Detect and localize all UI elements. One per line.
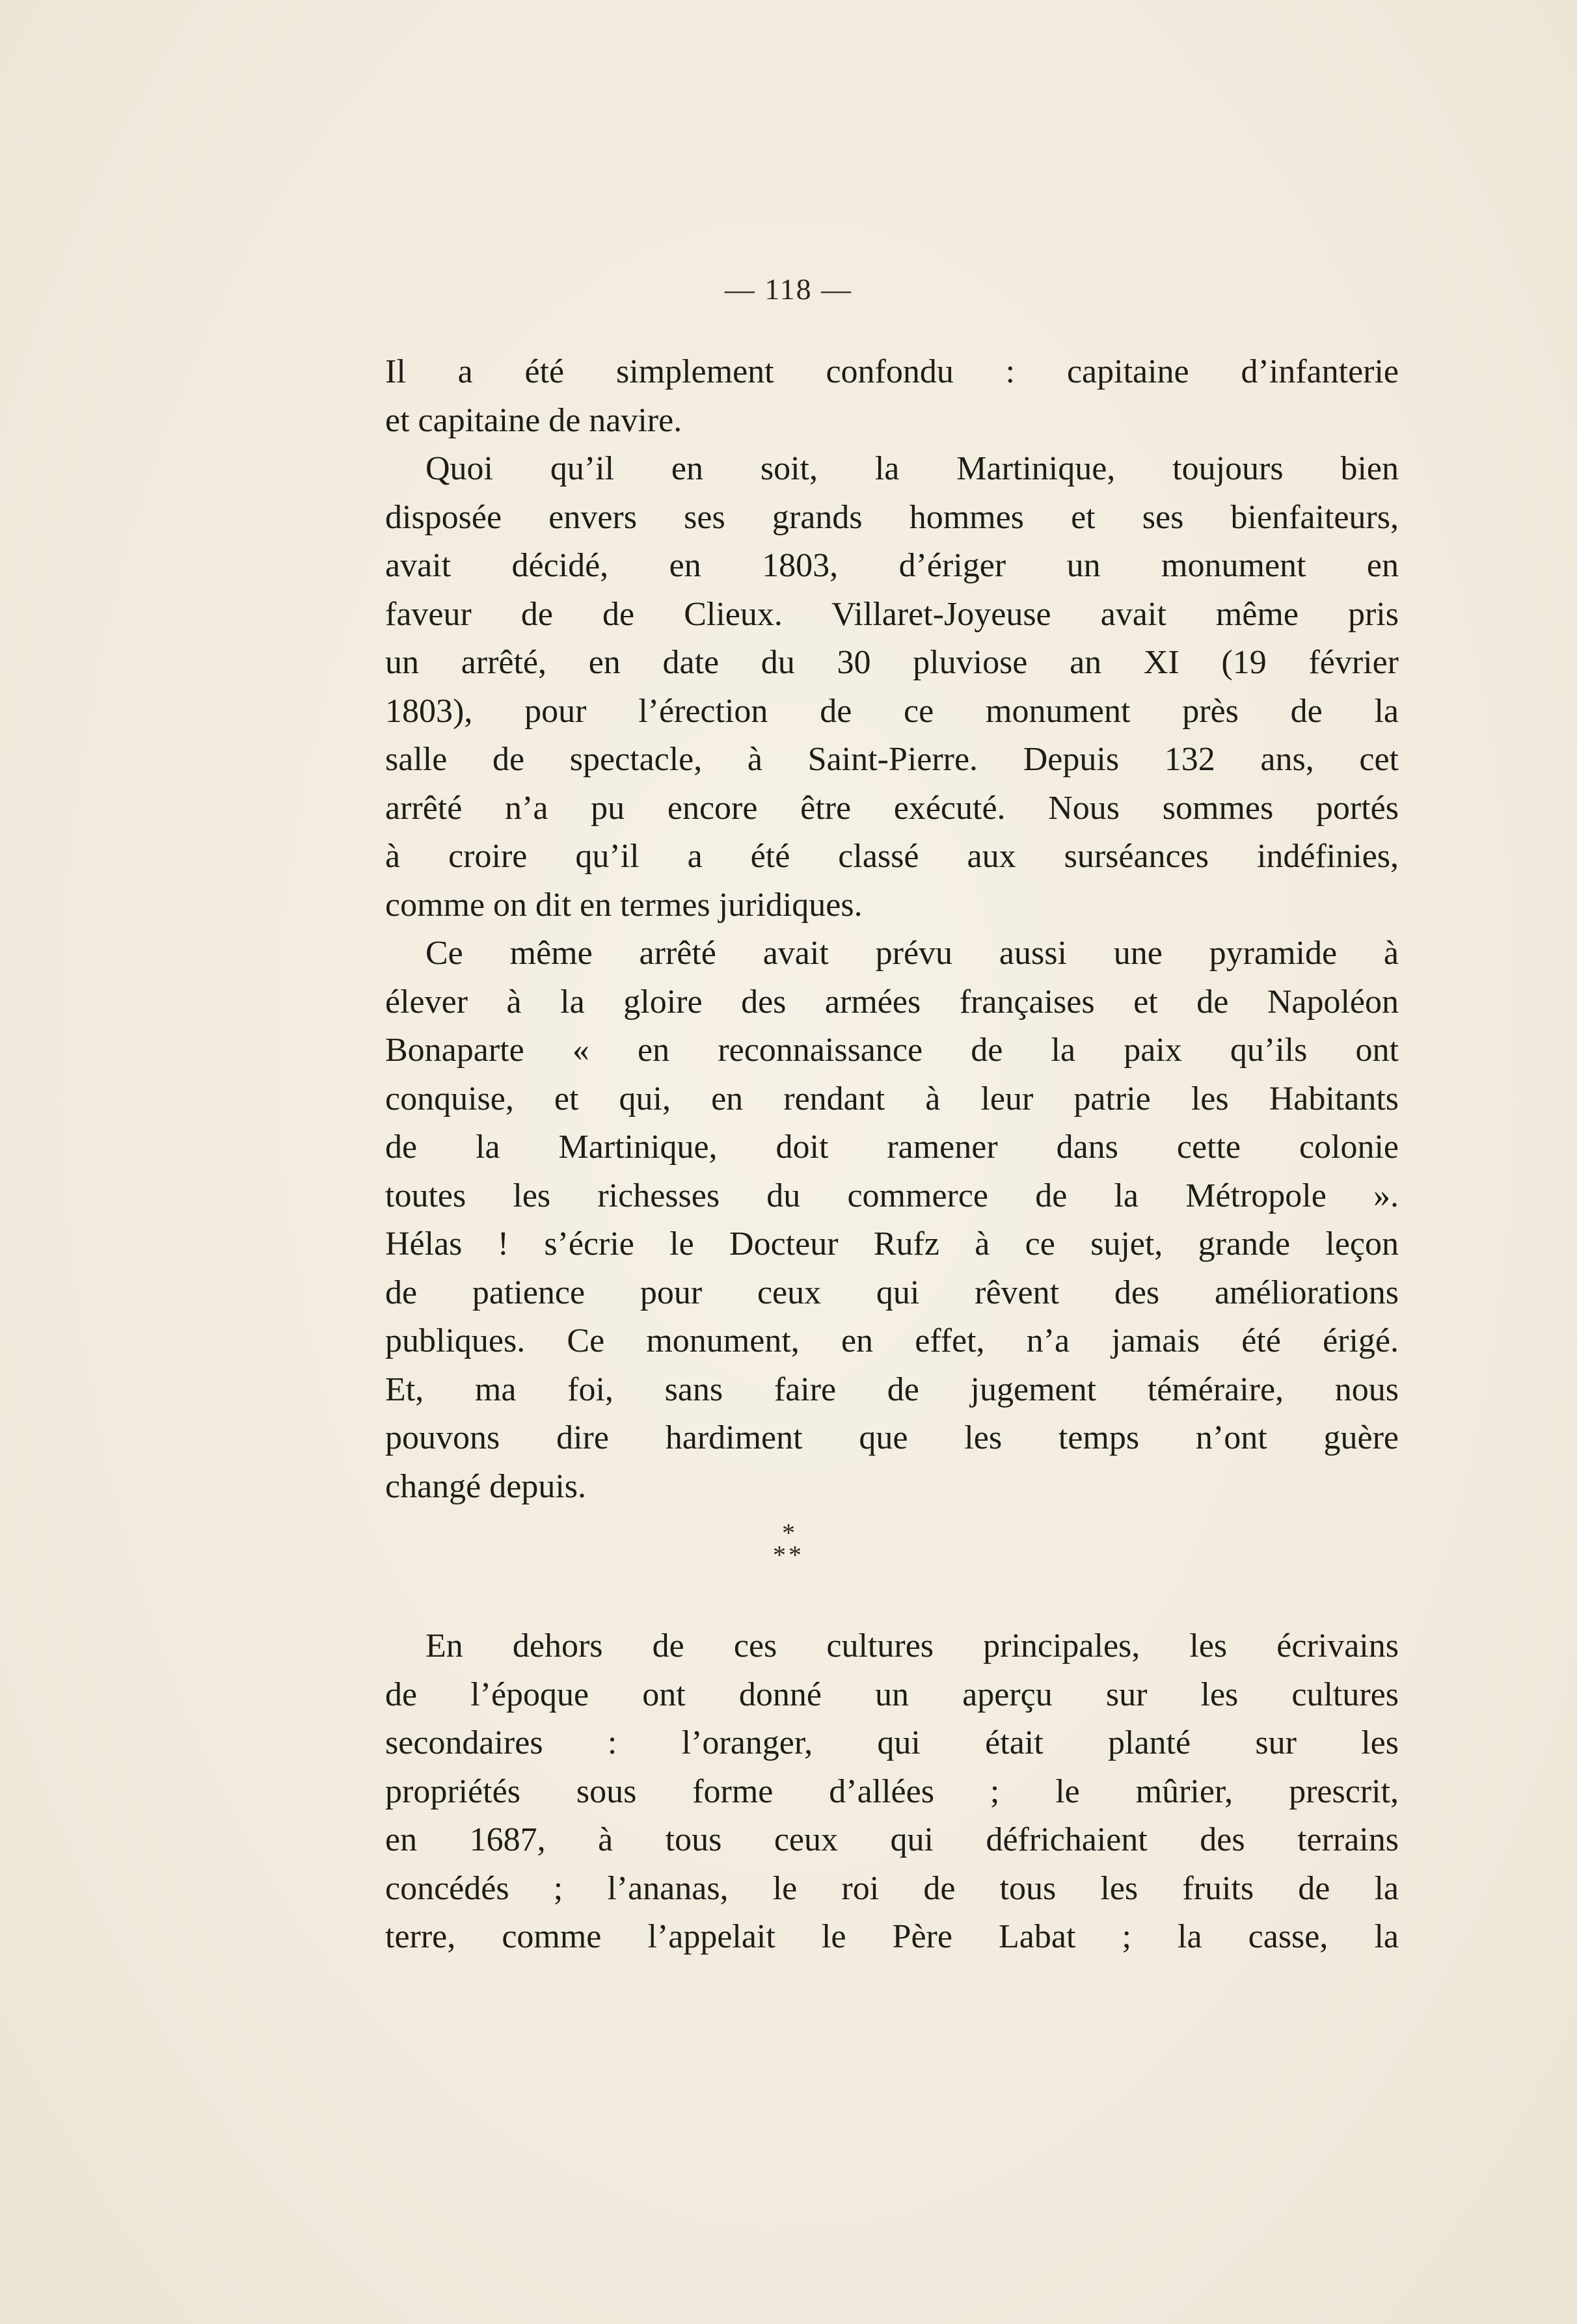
text-line: publiques. Ce monument, en effet, n’a jamais été érigé. [385, 1322, 1399, 1359]
text-line: toutes les richesses du commerce de la Métropole ». [385, 1177, 1399, 1214]
text-line: de la Martinique, doit ramener dans cette colonie [385, 1129, 1399, 1166]
text-line: terre, comme l’appelait le Père Labat ; la casse, la [385, 1918, 1399, 1955]
text-line: concédés ; l’ananas, le roi de tous les fruits de la [385, 1869, 1399, 1907]
text-line: En dehors de ces cultures principales, les écrivains [425, 1627, 1399, 1664]
section-separator-asterism [0, 1518, 1577, 1569]
text-line: Hélas ! s’écrie le Docteur Rufz à ce sujet, grande leçon [385, 1225, 1399, 1262]
text-line: élever à la gloire des armées françaises et de Napoléon [385, 983, 1399, 1021]
text-line: Il a été simplement confondu : capitaine d’infanterie [385, 353, 1399, 390]
text-line: conquise, et qui, en rendant à leur patrie les Habitants [385, 1080, 1399, 1117]
text-line: pouvons dire hardiment que les temps n’ont guère [385, 1419, 1399, 1456]
paragraph-block-upper [385, 348, 1399, 1511]
text-line: arrêté n’a pu encore être exécuté. Nous sommes portés [385, 789, 1399, 827]
asterism-bottom: ** [773, 1540, 804, 1569]
text-line: un arrêté, en date du 30 pluviose an XI (19 février [385, 644, 1399, 681]
text-line: Quoi qu’il en soit, la Martinique, toujours bien [425, 450, 1399, 487]
text-line: de l’époque ont donné un aperçu sur les cultures [385, 1676, 1399, 1713]
text-line: en 1687, à tous ceux qui défrichaient des terrains [385, 1821, 1399, 1858]
text-line: de patience pour ceux qui rêvent des améliorations [385, 1274, 1399, 1311]
asterism-top: * [782, 1518, 795, 1547]
text-line: à croire qu’il a été classé aux surséances indéfinies, [385, 838, 1399, 875]
paragraph-block-lower [385, 1622, 1399, 1962]
text-line: changé depuis. [385, 1467, 587, 1505]
page-number: — 118 — [724, 273, 853, 306]
text-line: faveur de de Clieux. Villaret-Joyeuse avait même pris [385, 595, 1399, 633]
text-line: Et, ma foi, sans faire de jugement téméraire, nous [385, 1370, 1399, 1408]
text-line: comme on dit en termes juridiques. [385, 886, 863, 924]
text-line: et capitaine de navire. [385, 401, 682, 439]
text-line: propriétés sous forme d’allées ; le mûrier, prescrit, [385, 1772, 1399, 1810]
text-line: Bonaparte « en reconnaissance de la paix qu’ils ont [385, 1032, 1399, 1069]
text-line: 1803), pour l’érection de ce monument près de la [385, 692, 1399, 730]
text-line: disposée envers ses grands hommes et ses bienfaiteurs, [385, 498, 1399, 536]
text-line: salle de spectacle, à Saint-Pierre. Depuis 132 ans, cet [385, 741, 1399, 778]
text-line: secondaires : l’oranger, qui était planté sur les [385, 1724, 1399, 1761]
text-line: avait décidé, en 1803, d’ériger un monument en [385, 547, 1399, 584]
text-line: Ce même arrêté avait prévu aussi une pyramide à [425, 935, 1399, 972]
